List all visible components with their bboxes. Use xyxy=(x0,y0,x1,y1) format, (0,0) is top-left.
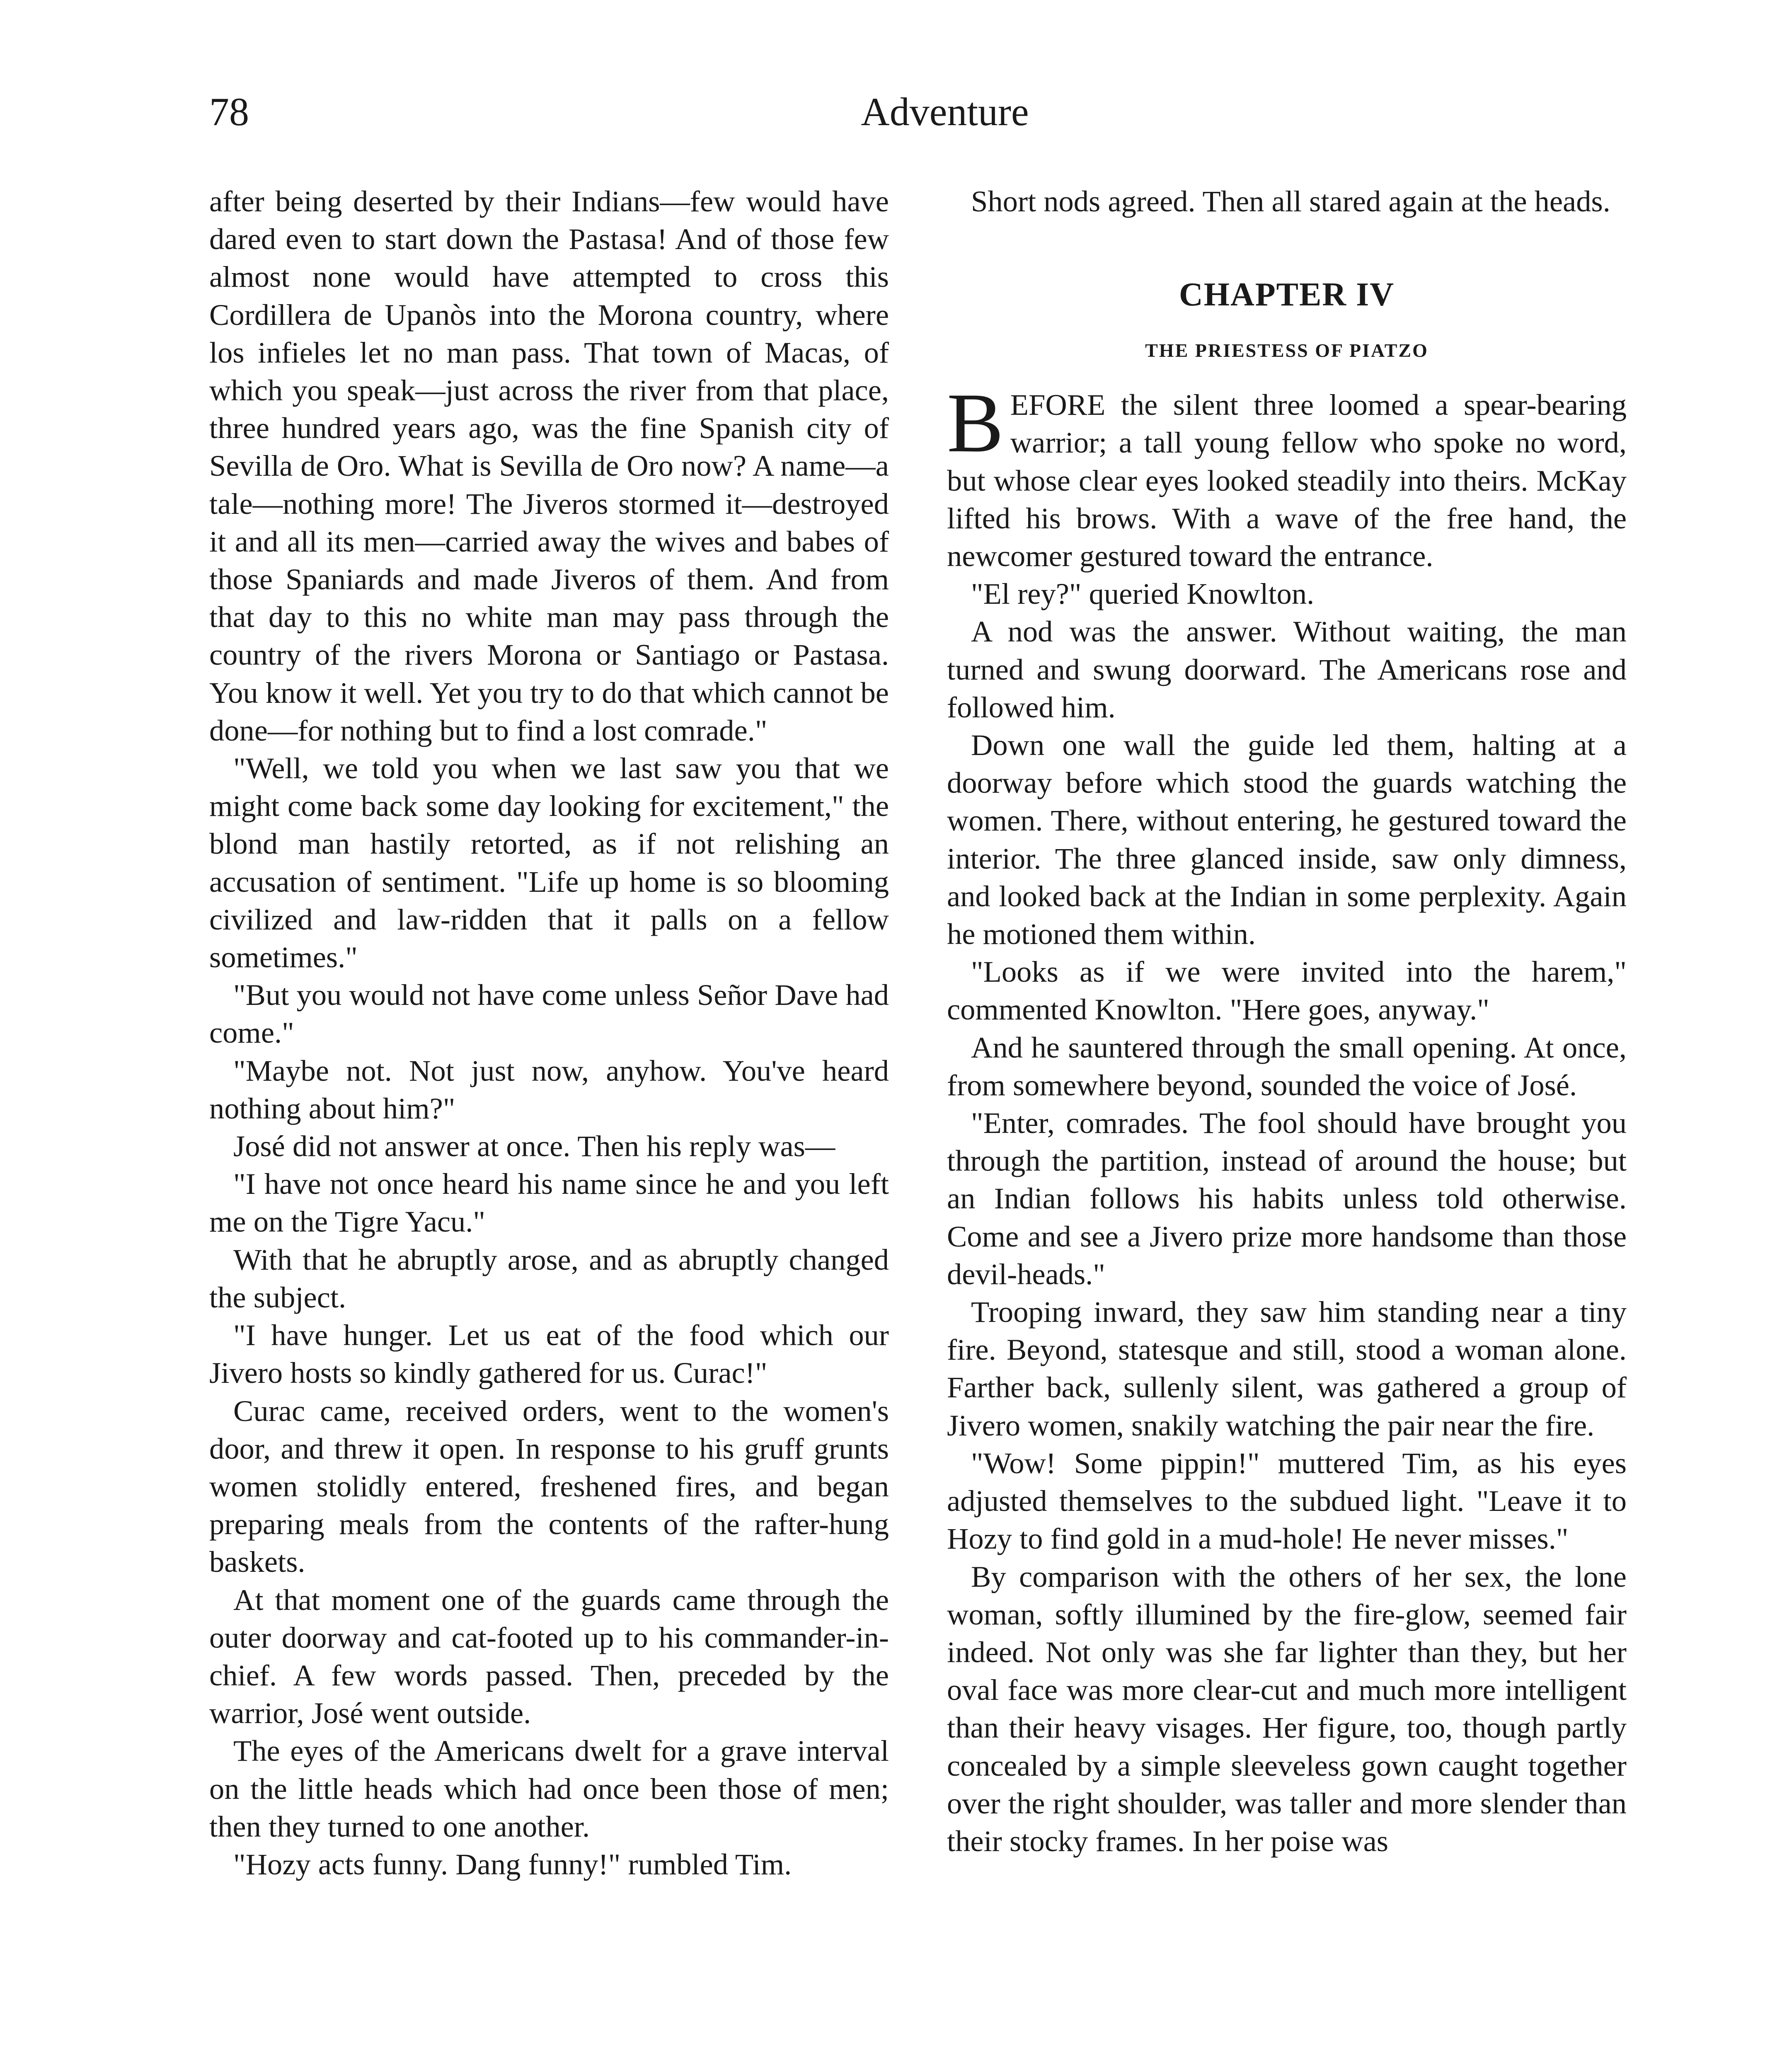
paragraph: "Hozy acts funny. Dang funny!" rumbled Tim. xyxy=(233,1847,792,1881)
paragraph: The eyes of the Americans dwelt for a grave interval on the little heads which had once been those of men; then they turned to one another. xyxy=(209,1734,889,1843)
paragraph: "Looks as if we were invited into the harem," commented Knowlton. "Here goes, anyway." xyxy=(947,955,1627,1026)
page-number: 78 xyxy=(209,90,249,134)
page-header xyxy=(209,87,1680,149)
paragraph: "El rey?" queried Knowlton. xyxy=(971,577,1315,611)
paragraph: And he sauntered through the small opening. At once, from somewhere beyond, sounded the voice of José. xyxy=(947,1030,1627,1102)
paragraph: after being deserted by their Indians—few would have dared even to start down the Pastasa! And of those few almost none would have attempted to cross this Cordillera de Upanòs into the Morona country, where los infieles let no man pass. That town of Macas, of which you speak—just across the river from that place, three hundred years ago, was the fine Spanish city of Sevilla de Oro. What is Sevilla de Oro now? A name—a tale—nothing more! The Jiveros stormed it—destroyed it and all its men—carried away the wives and babes of those Spaniards and made Jiveros of them. And from that day to this no white man may pass through the country of the rivers Morona or Santiago or Pastasa. You know it well. Yet you try to do that which cannot be done—for nothing but to find a lost comrade." xyxy=(209,184,889,747)
paragraph: By comparison with the others of her sex, the lone woman, softly illumined by the fire-glow, seemed fair indeed. Not only was she far lighter than they, but her oval face was more clear-cut and much more intelligent than their heavy visages. Her figure, too, though partly concealed by a simple sleeveless gown caught together over the right shoulder, was taller and more slender than their stocky frames. In her poise was xyxy=(947,1559,1627,1858)
paragraph: A nod was the answer. Without waiting, the man turned and swung doorward. The Americans rose and followed him. xyxy=(947,615,1627,724)
paragraph: With that he abruptly arose, and as abruptly changed the subject. xyxy=(209,1242,889,1314)
paragraph: "Enter, comrades. The fool should have brought you through the partition, instead of around the house; but an Indian follows his habits unless told otherwise. Come and see a Jivero prize more handsome than those devil-heads." xyxy=(947,1106,1627,1291)
paragraph: "Well, we told you when we last saw you that we might come back some day looking for excitement," the blond man hastily retorted, as if not relishing an accusation of sentiment. "Life up home is so blooming civilized and law-ridden that it palls on a fellow sometimes." xyxy=(209,751,889,974)
left-column xyxy=(209,182,889,1883)
right-column xyxy=(947,182,1627,1860)
opening-text: EFORE the silent three loomed a spear-bearing warrior; a tall young fellow who spoke no word, but whose clear eyes looked steadily into theirs. McKay lifted his brows. With a wave of the free hand, the newcomer gestured toward the entrance. xyxy=(947,388,1627,573)
paragraph: "I have not once heard his name since he and you left me on the Tigre Yacu." xyxy=(209,1167,889,1239)
paragraph: "But you would not have come unless Señor Dave had come." xyxy=(209,978,889,1050)
drop-cap: B xyxy=(947,376,1004,470)
chapter-opening-paragraph xyxy=(947,376,1627,575)
running-title: Adventure xyxy=(861,90,1029,134)
paragraph: Trooping inward, they saw him standing near a tiny fire. Beyond, statesque and still, stood a woman alone. Farther back, sullenly silent, was gathered a group of Jivero women, snakily watching the pair near the fire. xyxy=(947,1295,1627,1442)
paragraph: "Wow! Some pippin!" muttered Tim, as his eyes adjusted themselves to the subdued light. "Leave it to Hozy to find gold in a mud-hole! He never misses." xyxy=(947,1446,1627,1556)
chapter-title: CHAPTER IV xyxy=(1179,276,1395,313)
paragraph: "Maybe not. Not just now, anyhow. You've heard nothing about him?" xyxy=(209,1053,889,1125)
paragraph: Down one wall the guide led them, halting at a doorway before which stood the guards watching the women. There, without entering, he gestured toward the interior. The three glanced inside, saw only dimness, and looked back at the Indian in some perplexity. Again he motioned them within. xyxy=(947,728,1627,951)
paragraph: Short nods agreed. Then all stared again at the heads. xyxy=(971,184,1610,218)
paragraph: "I have hunger. Let us eat of the food which our Jivero hosts so kindly gathered for us. Curac!" xyxy=(209,1318,889,1390)
paragraph: Curac came, received orders, went to the women's door, and threw it open. In response to his gruff grunts women stolidly entered, freshened fires, and began preparing meals from the contents of the rafter-hung baskets. xyxy=(209,1394,889,1579)
paragraph: At that moment one of the guards came through the outer doorway and cat-footed up to his commander-in-chief. A few words passed. Then, preceded by the warrior, José went outside. xyxy=(209,1583,889,1730)
chapter-subtitle: THE PRIESTESS OF PIATZO xyxy=(1145,340,1429,361)
paragraph: José did not answer at once. Then his reply was— xyxy=(233,1129,835,1163)
